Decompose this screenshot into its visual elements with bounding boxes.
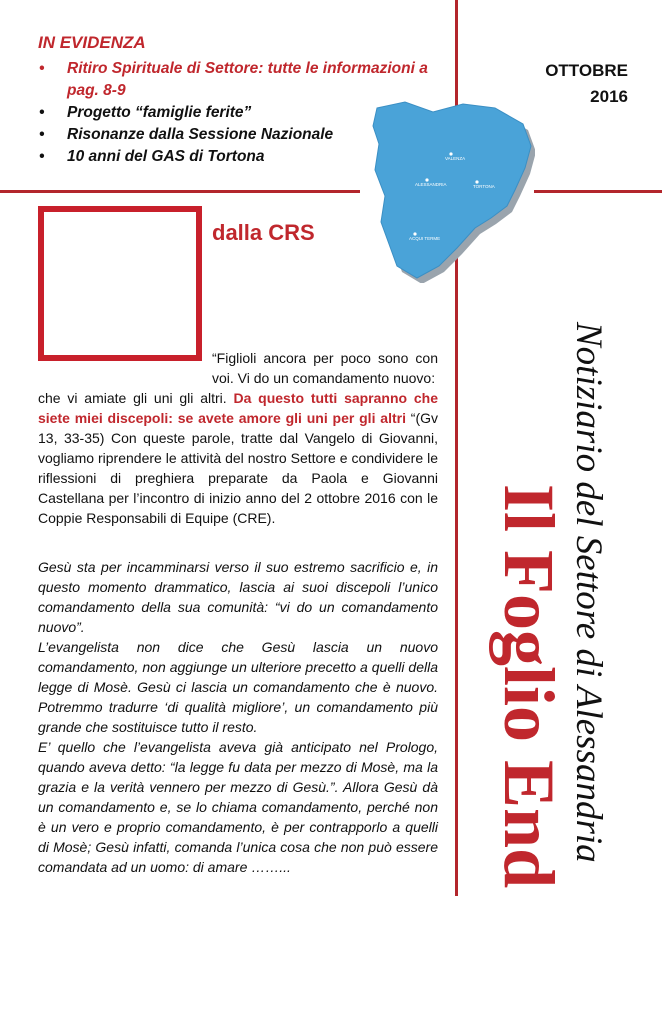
bullet-icon: • <box>39 126 45 143</box>
quote-reference: “(Gv 13, 33-35) <box>38 410 438 446</box>
issue-date <box>520 58 628 110</box>
section-title: dalla CRS <box>212 220 315 245</box>
highlights-heading: IN EVIDENZA <box>38 33 146 52</box>
paragraph-4: E’ quello che l’evangelista aveva già anticipato nel Prologo, quando aveva detto: “la legge fu data per mezzo di Mosè, ma la grazia e la verità vennero per mezzo di Gesù.”. Allora Gesù dà un comandamento e, se lo chiama comandamento, perché non è un vero e proprio comandamento, è per contrapporlo a quelli di Mosè; Gesù infatti, comanda l’unica cosa che non può essere comandata ad un uomo: di amare ……... <box>38 739 438 875</box>
highlight-text: 10 anni del GAS di Tortona <box>67 148 265 165</box>
map-label-tortona: TORTONA <box>473 184 495 189</box>
image-placeholder-box <box>38 206 202 361</box>
highlight-text: Risonanze dalla Sessione Nazionale <box>67 126 334 143</box>
map-label-acqui: ACQUI TERME <box>409 236 441 241</box>
article-paragraph-1 <box>38 388 438 528</box>
region-map <box>365 98 535 283</box>
issue-year: 2016 <box>590 87 628 106</box>
article-reflection <box>38 557 438 877</box>
quote-continuation: che vi amiate gli uni gli altri. <box>38 390 227 406</box>
masthead-title: Il Foglio End <box>489 484 569 889</box>
article-quote-start: “Figlioli ancora per poco sono con voi. Vi do un comandamento nuovo: <box>212 350 438 386</box>
masthead <box>489 322 610 889</box>
highlight-text: Ritiro Spirituale di Settore: tutte le informazioni a pag. 8-9 <box>67 60 428 99</box>
intro-text: Con queste parole, tratte dal Vangelo di Giovanni, vogliamo riprendere le attività del nostro Settore e condividere le riflessioni di preghiera preparate da Paola e Giovanni Castellana per l’incontro di inizio anno del 2 ottobre 2016 con le Coppie Responsabili di Equipe (CRE). <box>38 430 439 526</box>
horizontal-divider-left <box>0 190 360 193</box>
horizontal-divider-right <box>534 190 662 193</box>
highlight-item <box>38 58 458 102</box>
paragraph-3: L’evangelista non dice che Gesù lascia un nuovo comandamento, non aggiunge un ulteriore precetto a quelli della legge di Mosè. Gesù ci lascia un comandamento che è nuovo. Potremmo tradurre ‘di qualità migliore’, un comandamento più grande che sostituisce tutto il resto. <box>38 639 438 735</box>
map-land <box>373 102 531 278</box>
map-label-alessandria: ALESSANDRIA <box>415 182 447 187</box>
masthead-subtitle: Notiziario del Settore di Alessandria <box>568 322 609 863</box>
bullet-icon: • <box>39 104 45 121</box>
bullet-icon: • <box>39 60 45 77</box>
quote-highlight: Da questo tutti sapranno che siete miei discepoli: se avete amore gli uni per gli altri <box>38 390 438 426</box>
paragraph-2: Gesù sta per incamminarsi verso il suo estremo sacrificio e, in questo momento drammatico, lascia ai suoi discepoli l’unico comandamento della sua comunità: “vi do un comandamento nuovo”. <box>38 559 438 635</box>
highlight-text: Progetto “famiglie ferite” <box>67 104 252 121</box>
bullet-icon: • <box>39 148 45 165</box>
map-label-valenza: VALENZA <box>445 156 466 161</box>
issue-month: OTTOBRE <box>545 61 628 80</box>
